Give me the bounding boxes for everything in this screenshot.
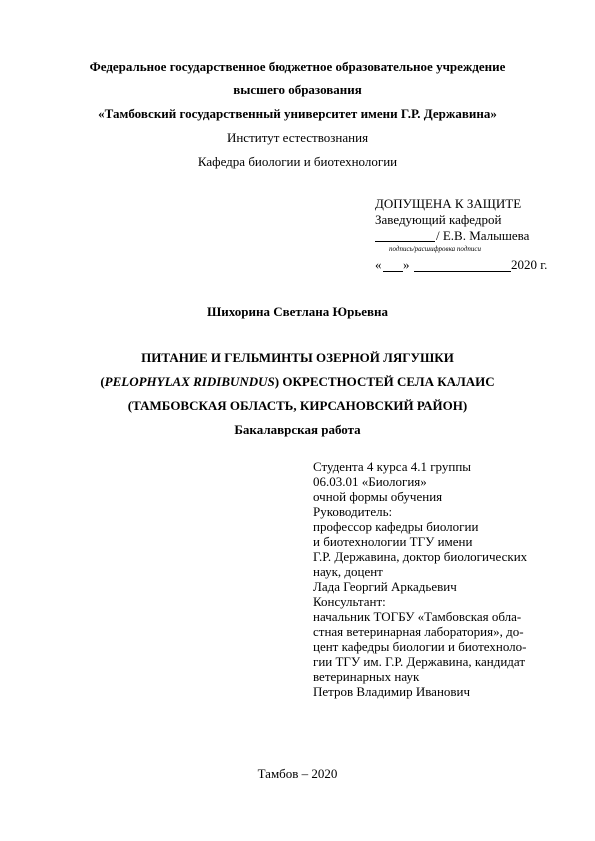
info-line: и биотехнологии ТГУ имени bbox=[313, 534, 473, 549]
info-line: наук, доцент bbox=[313, 564, 383, 579]
university-name: «Тамбовский государственный университет имени Г.Р. Державина» bbox=[98, 106, 497, 121]
info-line: ветеринарных наук bbox=[313, 669, 420, 684]
species-latin-name: PELOPHYLAX RIDIBUNDUS bbox=[104, 374, 275, 389]
info-line: Студента 4 курса 4.1 группы bbox=[313, 459, 472, 474]
info-line: 06.03.01 «Биология» bbox=[313, 474, 427, 489]
info-line: Г.Р. Державина, доктор биологических bbox=[313, 549, 528, 564]
info-line: стная ветеринарная лаборатория», до- bbox=[313, 624, 524, 639]
info-line: начальник ТОГБУ «Тамбовская обла- bbox=[313, 609, 522, 624]
title-line-2-rest: ) ОКРЕСТНОСТЕЙ СЕЛА КАЛАИС bbox=[274, 374, 495, 389]
date-day-line bbox=[383, 271, 403, 272]
organization-line-2: высшего образования bbox=[233, 82, 362, 97]
institute-name: Институт естествознания bbox=[226, 130, 369, 145]
author-name: Шихорина Светлана Юрьевна bbox=[206, 304, 389, 319]
info-line: Петров Владимир Иванович bbox=[313, 684, 471, 699]
info-block bbox=[313, 459, 583, 699]
approval-title: ДОПУЩЕНА К ЗАЩИТЕ bbox=[375, 196, 522, 211]
info-line: Руководитель: bbox=[313, 504, 393, 519]
signature-name: / Е.В. Малышева bbox=[436, 228, 530, 243]
info-line: Лада Георгий Аркадьевич bbox=[313, 579, 457, 594]
thesis-title-line-1: ПИТАНИЕ И ГЕЛЬМИНТЫ ОЗЕРНОЙ ЛЯГУШКИ bbox=[141, 350, 454, 365]
approval-role: Заведующий кафедрой bbox=[375, 212, 502, 227]
info-line: Консультант: bbox=[313, 594, 386, 609]
department-name: Кафедра биологии и биотехнологии bbox=[197, 154, 398, 169]
info-line: профессор кафедры биологии bbox=[313, 519, 479, 534]
signature-line bbox=[375, 241, 435, 242]
organization-line-1: Федеральное государственное бюджетное образовательное учреждение bbox=[89, 59, 506, 74]
thesis-title-line-2 bbox=[0, 374, 595, 390]
info-line: гии ТГУ им. Г.Р. Державина, кандидат bbox=[313, 654, 526, 669]
thesis-title-line-3: (ТАМБОВСКАЯ ОБЛАСТЬ, КИРСАНОВСКИЙ РАЙОН) bbox=[127, 398, 468, 413]
info-line: очной формы обучения bbox=[313, 489, 443, 504]
work-type: Бакалаврская работа bbox=[234, 422, 361, 437]
signature-note: подпись/расшифровка подписи bbox=[389, 245, 481, 253]
date-month-line bbox=[414, 271, 511, 272]
city-year: Тамбов – 2020 bbox=[257, 766, 338, 781]
date-close-quote: » bbox=[403, 257, 410, 272]
date-open-quote: « bbox=[375, 257, 382, 272]
title-open-paren: ( bbox=[100, 374, 105, 389]
date-year: 2020 г. bbox=[511, 257, 548, 272]
info-line: цент кафедры биологии и биотехноло- bbox=[313, 639, 527, 654]
